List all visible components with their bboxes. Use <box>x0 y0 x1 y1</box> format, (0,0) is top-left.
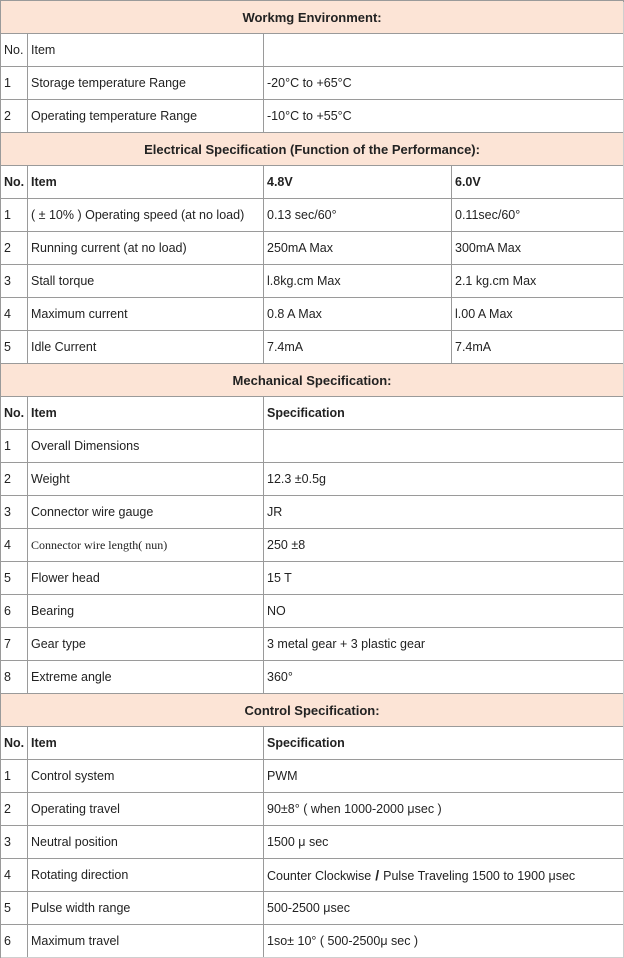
row-no: 5 <box>1 562 28 595</box>
table-row <box>1 298 624 331</box>
row-item: Gear type <box>28 628 264 661</box>
row-item: Flower head <box>28 562 264 595</box>
row-value: -10°C to +55°C <box>264 100 624 133</box>
table-row <box>1 661 624 694</box>
row-value: 360° <box>264 661 624 694</box>
row-value: 500-2500 μsec <box>264 892 624 925</box>
working-header-row <box>1 34 624 67</box>
row-value-4v8: 0.13 sec/60° <box>264 199 452 232</box>
row-value: 12.3 ±0.5g <box>264 463 624 496</box>
col-item-header: Item <box>28 397 264 430</box>
row-no: 1 <box>1 67 28 100</box>
col-no-header: No. <box>1 397 28 430</box>
col-no-header: No. <box>1 166 28 199</box>
row-no: 4 <box>1 859 28 892</box>
row-value: NO <box>264 595 624 628</box>
table-row <box>1 826 624 859</box>
row-no: 2 <box>1 100 28 133</box>
row-value: 3 metal gear + 3 plastic gear <box>264 628 624 661</box>
row-value: 90±8° ( when 1000-2000 μsec ) <box>264 793 624 826</box>
col-no-header: No. <box>1 34 28 67</box>
row-no: 1 <box>1 430 28 463</box>
table-row <box>1 430 624 463</box>
mechanical-section-title: Mechanical Specification: <box>1 364 624 397</box>
table-row <box>1 232 624 265</box>
row-item: Stall torque <box>28 265 264 298</box>
row-no: 3 <box>1 496 28 529</box>
table-row <box>1 265 624 298</box>
row-no: 1 <box>1 199 28 232</box>
table-row <box>1 925 624 958</box>
pulse-travel-value: Pulse Traveling 1500 to 1900 μsec <box>383 869 576 883</box>
working-section-header <box>1 1 624 34</box>
table-row <box>1 100 624 133</box>
mechanical-header-row <box>1 397 624 430</box>
row-no: 8 <box>1 661 28 694</box>
row-value <box>264 859 624 892</box>
row-value <box>264 430 624 463</box>
row-no: 2 <box>1 463 28 496</box>
row-no: 2 <box>1 232 28 265</box>
row-value-4v8: l.8kg.cm Max <box>264 265 452 298</box>
working-section-title: Workmg Environment: <box>1 1 624 34</box>
col-4v8-header: 4.8V <box>264 166 452 199</box>
control-section-header <box>1 694 624 727</box>
row-value: -20°C to +65°C <box>264 67 624 100</box>
control-section-title: Control Specification: <box>1 694 624 727</box>
row-item: Maximum travel <box>28 925 264 958</box>
table-row <box>1 331 624 364</box>
table-row <box>1 67 624 100</box>
col-6v0-header: 6.0V <box>452 166 624 199</box>
row-value: 15 T <box>264 562 624 595</box>
row-item: Maximum current <box>28 298 264 331</box>
col-spec-header: Specification <box>264 397 624 430</box>
separator: / <box>375 867 380 883</box>
row-item: Bearing <box>28 595 264 628</box>
table-row <box>1 529 624 562</box>
table-row <box>1 562 624 595</box>
row-no: 4 <box>1 298 28 331</box>
table-row <box>1 496 624 529</box>
col-item-header: Item <box>28 727 264 760</box>
row-value-6v0: 0.11sec/60° <box>452 199 624 232</box>
row-item: Connector wire length( nun) <box>28 529 264 562</box>
row-item: Weight <box>28 463 264 496</box>
row-value-6v0: 7.4mA <box>452 331 624 364</box>
row-item: Running current (at no load) <box>28 232 264 265</box>
row-value: JR <box>264 496 624 529</box>
row-no: 5 <box>1 892 28 925</box>
row-no: 3 <box>1 826 28 859</box>
col-spec-header: Specification <box>264 727 624 760</box>
electrical-section-title: Electrical Specification (Function of the Performance): <box>1 133 624 166</box>
row-item: Overall Dimensions <box>28 430 264 463</box>
direction-value: Counter Clockwise <box>267 869 372 883</box>
row-no: 3 <box>1 265 28 298</box>
row-value-6v0: l.00 A Max <box>452 298 624 331</box>
col-item-header: Item <box>28 34 264 67</box>
row-value: 1500 μ sec <box>264 826 624 859</box>
table-row <box>1 463 624 496</box>
table-row <box>1 595 624 628</box>
row-no: 7 <box>1 628 28 661</box>
row-value-6v0: 2.1 kg.cm Max <box>452 265 624 298</box>
table-row <box>1 628 624 661</box>
row-item: Connector wire gauge <box>28 496 264 529</box>
table-row <box>1 199 624 232</box>
row-item: Rotating direction <box>28 859 264 892</box>
row-item: Operating travel <box>28 793 264 826</box>
row-item: Control system <box>28 760 264 793</box>
row-item: Operating temperature Range <box>28 100 264 133</box>
row-value-4v8: 250mA Max <box>264 232 452 265</box>
row-value-6v0: 300mA Max <box>452 232 624 265</box>
col-value-header <box>264 34 624 67</box>
row-value-4v8: 7.4mA <box>264 331 452 364</box>
table-row <box>1 892 624 925</box>
electrical-section-header <box>1 133 624 166</box>
control-header-row <box>1 727 624 760</box>
row-no: 6 <box>1 925 28 958</box>
table-row <box>1 760 624 793</box>
row-value: 250 ±8 <box>264 529 624 562</box>
mechanical-section-header <box>1 364 624 397</box>
row-value: PWM <box>264 760 624 793</box>
row-value-4v8: 0.8 A Max <box>264 298 452 331</box>
row-no: 6 <box>1 595 28 628</box>
row-item: Pulse width range <box>28 892 264 925</box>
table-row <box>1 793 624 826</box>
electrical-header-row <box>1 166 624 199</box>
row-item: Extreme angle <box>28 661 264 694</box>
row-item: ( ± 10% ) Operating speed (at no load) <box>28 199 264 232</box>
row-item: Storage temperature Range <box>28 67 264 100</box>
row-no: 1 <box>1 760 28 793</box>
row-no: 5 <box>1 331 28 364</box>
table-row <box>1 859 624 892</box>
row-item: Idle Current <box>28 331 264 364</box>
row-value: 1so± 10° ( 500-2500μ sec ) <box>264 925 624 958</box>
col-item-header: Item <box>28 166 264 199</box>
row-no: 2 <box>1 793 28 826</box>
row-no: 4 <box>1 529 28 562</box>
row-item: Neutral position <box>28 826 264 859</box>
col-no-header: No. <box>1 727 28 760</box>
